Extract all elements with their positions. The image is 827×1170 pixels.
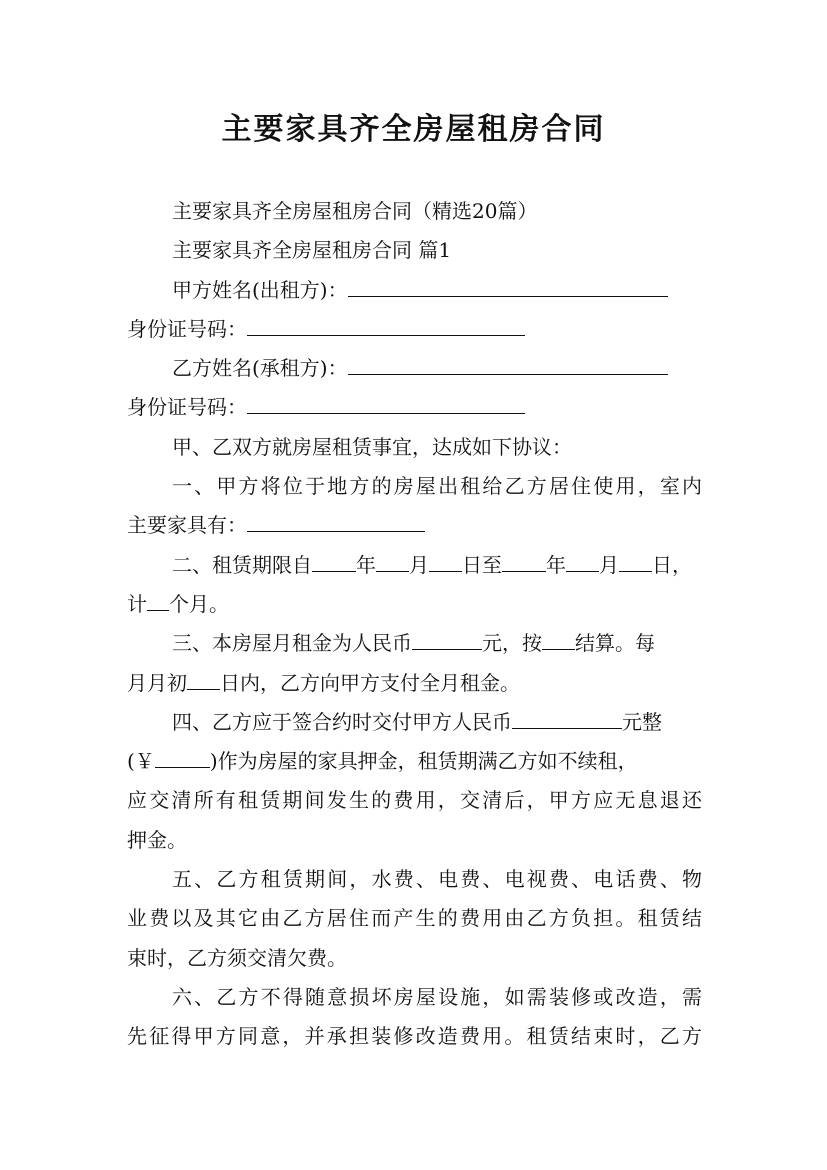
month-label: 月 — [599, 552, 619, 577]
clause-6-line-2: 先征得甲方同意，并承担装修改造费用。租赁结束时，乙方 — [127, 1024, 702, 1049]
deposit-text: )作为房屋的家具押金，租赁期满乙方如不续租， — [209, 749, 638, 774]
deposit-amount-blank — [512, 710, 622, 729]
settlement-blank — [542, 631, 575, 650]
party-b-id-blank — [247, 395, 525, 414]
party-a-id-blank — [247, 317, 525, 336]
months-label: 个月。 — [169, 591, 229, 616]
clause-4-line-4: 押金。 — [127, 827, 187, 852]
party-b-name-line — [127, 349, 702, 388]
lease-term-label: 二、租赁期限自 — [172, 552, 312, 577]
end-year-blank — [502, 553, 546, 572]
party-b-id-label: 身份证号码： — [127, 395, 247, 420]
month-label: 月 — [409, 552, 429, 577]
agreement-intro: 甲、乙双方就房屋租赁事宜，达成如下协议： — [172, 434, 572, 459]
payment-text: 日内，乙方向甲方支付全月租金。 — [220, 670, 520, 695]
clause-3-line-1 — [127, 624, 702, 663]
party-a-name-line — [127, 271, 702, 310]
payment-day-blank — [187, 671, 220, 690]
clause-1-line-2 — [127, 506, 702, 545]
party-b-name-blank — [348, 356, 668, 375]
party-b-id-line — [127, 388, 702, 427]
party-a-id-label: 身份证号码： — [127, 316, 247, 341]
month-start-label: 月月初 — [127, 670, 187, 695]
deposit-label: 四、乙方应于签合约时交付甲方人民币 — [172, 709, 512, 734]
clause-5-line-2: 业费以及其它由乙方居住而产生的费用由乙方负担。租赁结 — [127, 906, 702, 931]
start-day-blank — [429, 553, 462, 572]
clause-3-line-2 — [127, 664, 702, 703]
clause-2-line-2 — [127, 585, 702, 624]
deposit-yen-blank — [155, 749, 210, 768]
clause-5-line-1: 五、乙方租赁期间，水费、电费、电视费、电话费、物 — [172, 867, 702, 892]
clause-4-line-1 — [127, 703, 702, 742]
chapter-heading: 主要家具齐全房屋租房合同 篇1 — [172, 238, 452, 263]
party-a-name-blank — [348, 278, 668, 297]
clause-4-line-3: 应交清所有租赁期间发生的费用，交清后，甲方应无息退还 — [127, 788, 702, 813]
settlement-label: 结算。每 — [575, 631, 655, 656]
subtitle: 主要家具齐全房屋租房合同（精选20篇） — [172, 199, 538, 223]
year-label: 年 — [546, 552, 566, 577]
document-title: 主要家具齐全房屋租房合同 — [221, 112, 606, 147]
rent-unit-label: 元，按 — [482, 631, 542, 656]
total-label: 计 — [127, 591, 147, 616]
day-label: 日， — [652, 552, 692, 577]
clause-4-line-2 — [127, 742, 702, 781]
party-b-name-label: 乙方姓名(承租方)： — [172, 356, 348, 381]
year-label: 年 — [356, 552, 376, 577]
rent-label: 三、本房屋月租金为人民币 — [172, 631, 412, 656]
furniture-blank — [247, 513, 425, 532]
start-month-blank — [376, 553, 409, 572]
party-a-name-label: 甲方姓名(出租方)： — [172, 277, 348, 302]
furniture-label: 主要家具有： — [127, 513, 247, 538]
party-a-id-line — [127, 310, 702, 349]
end-month-blank — [566, 553, 599, 572]
rent-amount-blank — [412, 631, 482, 650]
start-year-blank — [312, 553, 356, 572]
deposit-unit-label: 元整 — [622, 709, 662, 734]
clause-2-line-1 — [127, 546, 702, 585]
end-day-blank — [619, 553, 652, 572]
day-to-label: 日至 — [462, 552, 502, 577]
clause-6-line-1: 六、乙方不得随意损坏房屋设施，如需装修或改造，需 — [172, 984, 702, 1009]
deposit-yen-open: (￥ — [127, 749, 155, 774]
months-blank — [147, 592, 169, 611]
clause-5-line-3: 束时，乙方须交清欠费。 — [127, 945, 347, 970]
clause-1-line-1: 一、甲方将位于地方的房屋出租给乙方居住使用，室内 — [172, 474, 702, 499]
document-body — [127, 192, 702, 1057]
